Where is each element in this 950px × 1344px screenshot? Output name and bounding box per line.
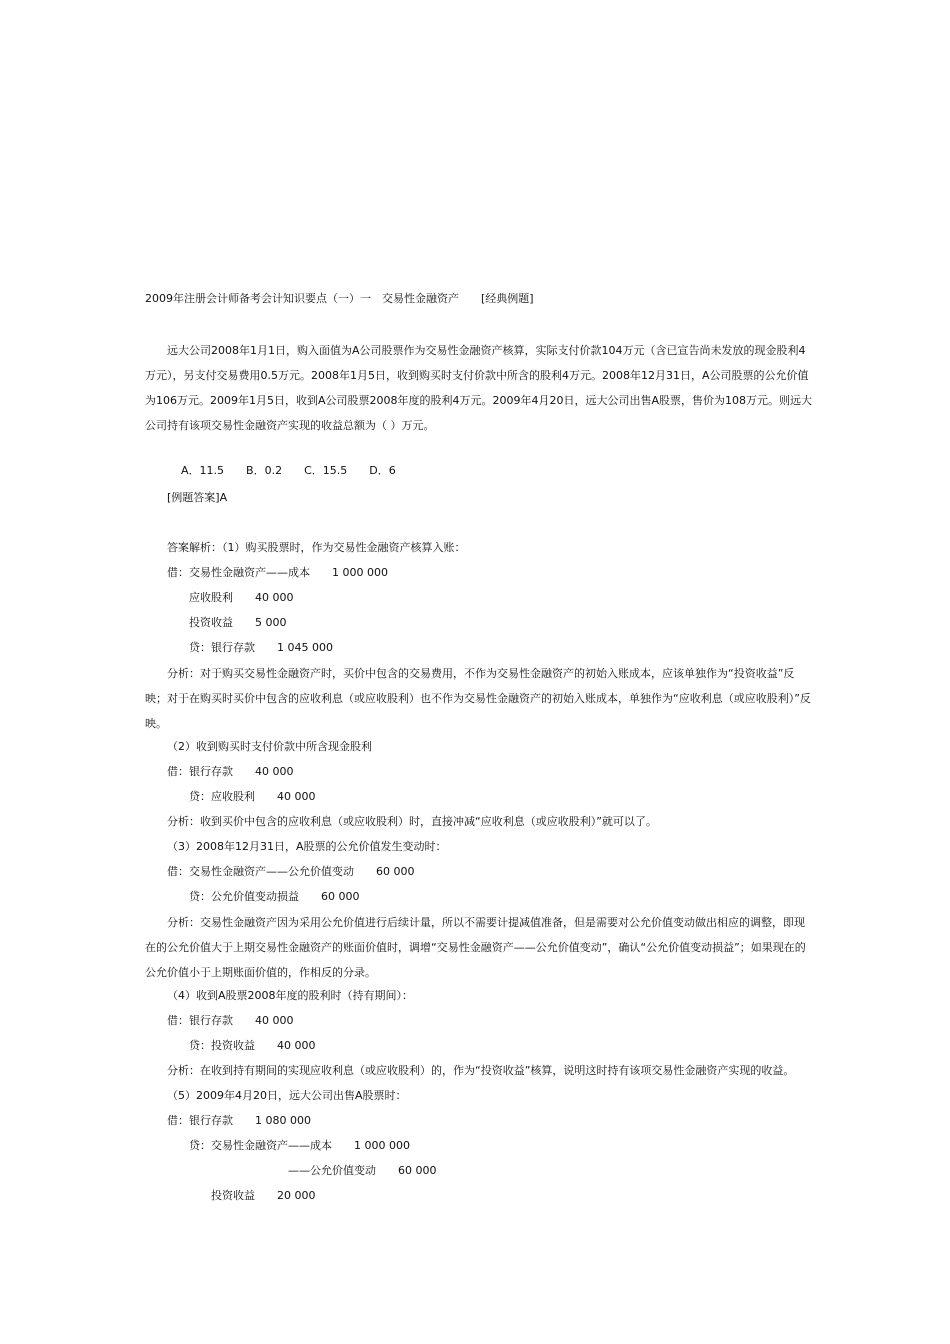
- entry-line: 应收股利 40 000: [189, 591, 294, 604]
- entry-line: 借：银行存款 40 000: [167, 1014, 294, 1027]
- entry-line: 投资收益 5 000: [189, 616, 287, 629]
- analysis-intro: 答案解析：（1）购买股票时，作为交易性金融资产核算入账：: [167, 541, 466, 554]
- options-row: [167, 438, 950, 477]
- entry-line: 投资收益 20 000: [211, 1189, 316, 1202]
- step-title: （4）收到A股票2008年度的股利时（持有期间）：: [167, 989, 414, 1002]
- entry-line: 贷：公允价值变动损益 60 000: [189, 890, 360, 903]
- option-c: C．15.5: [304, 464, 348, 477]
- analysis-note: 分析：收到买价中包含的应收利息（或应收股利）时，直接冲减“应收利息（或应收股利）”就可以了。: [167, 815, 657, 828]
- analysis-note: 分析：对于购买交易性金融资产时，买价中包含的交易费用，不作为交易性金融资产的初始入账成本，应该单独作为“投资收益”反映；对于在购买时买价中包含的应收利息（或应收股利）也不作为交易性金融资产的初始入账成本，单独作为“应收利息（或应收股利）”反映。: [145, 667, 811, 730]
- option-d: D．6: [369, 464, 396, 477]
- entry-line: 贷：交易性金融资产——成本 1 000 000: [189, 1139, 410, 1152]
- question-text: 远大公司2008年1月1日，购入面值为A公司股票作为交易性金融资产核算，实际支付价款104万元（含已宣告尚未发放的现金股利4万元），另支付交易费用0.5万元。2008年1月5日，收到购买时支付价款中所含的股利4万元。2008年12月31日，A公司股票的公允价值为106万元。2009年1月5日，收到A公司股票2008年度的股利4万元。2009年4月20日，远大公司出售A股票，售价为108万元。则远大公司持有该项交易性金融资产实现的收益总额为（ ）万元。: [145, 344, 813, 432]
- entry-line: 借：银行存款 40 000: [167, 765, 294, 778]
- option-a: A．11.5: [181, 464, 225, 477]
- analysis-note: 分析：在收到持有期间的实现应收利息（或应收股利）的，作为“投资收益”核算，说明这时持有该项交易性金融资产实现的收益。: [167, 1064, 795, 1077]
- entry-line: 借：交易性金融资产——成本 1 000 000: [167, 566, 388, 579]
- document-title: 2009年注册会计师备考会计知识要点（一）一 交易性金融资产 [经典例题]: [145, 292, 534, 305]
- step-title: （3）2008年12月31日，A股票的公允价值发生变动时：: [167, 840, 447, 853]
- analysis-note: 分析：交易性金融资产因为采用公允价值进行后续计量，所以不需要计提减值准备，但是需要对公允价值变动做出相应的调整，即现在的公允价值大于上期交易性金融资产的账面价值时，调增“交易性金融资产——公允价值变动”，确认“公允价值变动损益”；如果现在的公允价值小于上期账面价值的，作相反的分录。: [145, 916, 806, 979]
- step-title: （5）2009年4月20日，远大公司出售A股票时：: [167, 1089, 407, 1102]
- entry-line: 贷：应收股利 40 000: [189, 790, 316, 803]
- step-title: （2）收到购买时支付价款中所含现金股利: [167, 740, 372, 753]
- answer-label: [例题答案]A: [167, 491, 228, 504]
- entry-line: 贷：银行存款 1 045 000: [189, 641, 333, 654]
- entry-line: 贷：投资收益 40 000: [189, 1039, 316, 1052]
- entry-line: 借：银行存款 1 080 000: [167, 1114, 311, 1127]
- option-b: B．0.2: [246, 464, 283, 477]
- entry-line: 借：交易性金融资产——公允价值变动 60 000: [167, 865, 415, 878]
- entry-line: ——公允价值变动 60 000: [288, 1164, 437, 1177]
